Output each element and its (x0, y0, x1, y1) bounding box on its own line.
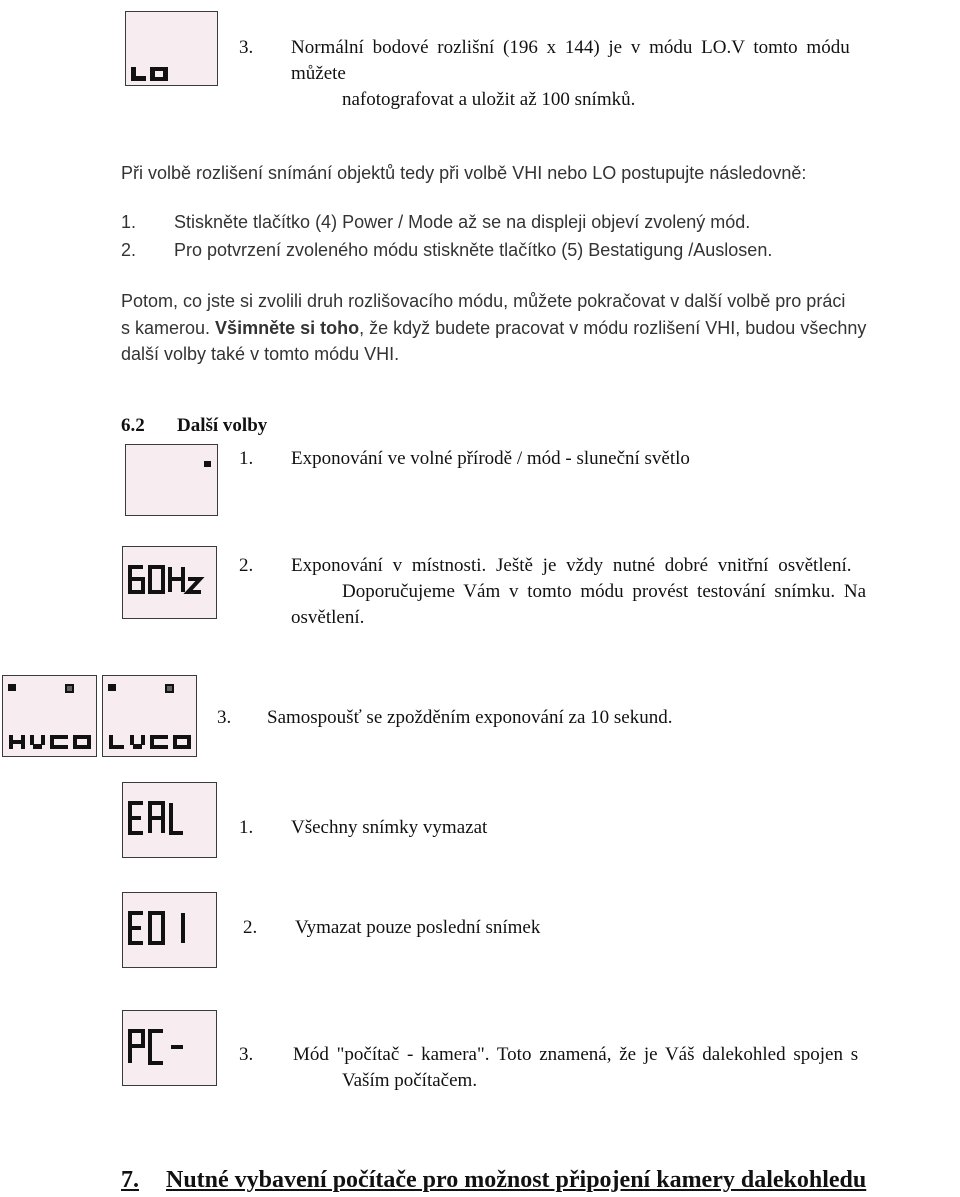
lcd-sun-display (125, 444, 218, 516)
lcd-60hz-segments (123, 547, 215, 617)
lcd-eal-segments (123, 783, 215, 856)
option-2-line1: Exponování v místnosti. Ještě je vždy nutné dobré vnitřní osvětlení. (291, 555, 852, 576)
lcd-e01-segments (123, 893, 215, 966)
delete-1-text: Všechny snímky vymazat (291, 817, 488, 838)
paragraph-line2-a: s kamerou. (121, 318, 216, 338)
lcd-hvc-display (2, 675, 97, 757)
delete-2-number: 2. (243, 917, 258, 938)
step-2-number: 2. (121, 240, 137, 260)
section-7-title: Nutné vybavení počítače pro možnost připojení kamery dalekohledu (166, 1167, 867, 1193)
section-6-2-number: 6.2 (121, 415, 145, 436)
lcd-lvc-segments (103, 676, 195, 755)
option-2-line3: osvětlení. (291, 607, 365, 628)
lcd-sun-dot (204, 461, 211, 467)
mode3-line1: Normální bodové rozlišní (196 x 144) je v módu LO.V tomto módu (291, 37, 850, 58)
section-7-number: 7. (121, 1167, 139, 1193)
lcd-lo-segments (126, 12, 216, 84)
lcd-e01-display (122, 892, 217, 968)
step-1-text: Stiskněte tlačítko (4) Power / Mode až se na displeji objeví zvolený mód. (174, 212, 751, 232)
paragraph-line2 (121, 319, 866, 337)
lcd-lo-display (125, 11, 218, 86)
option-2-line2: Doporučujeme Vám v tomto módu provést testování snímku. Na (342, 581, 866, 602)
lcd-pc-display (122, 1010, 217, 1086)
step-1-number: 1. (121, 212, 137, 232)
paragraph-line2-c: , že když budete pracovat v módu rozlišení VHI, budou všechny (359, 318, 867, 338)
lcd-pc-segments (123, 1011, 215, 1084)
mode3-line2: můžete (291, 63, 346, 84)
option-2-number: 2. (239, 555, 254, 576)
delete-1-number: 1. (239, 817, 254, 838)
delete-2-text: Vymazat pouze poslední snímek (295, 917, 541, 938)
option-3-text: Samospoušť se zpožděním exponování za 10 sekund. (267, 707, 673, 728)
mode3-line3: nafotografovat a uložit až 100 snímků. (342, 89, 636, 110)
option-1-text: Exponování ve volné přírodě / mód - sluneční světlo (291, 448, 690, 469)
delete-3-line2: Vaším počítačem. (342, 1070, 478, 1091)
lcd-60hz-display (122, 546, 217, 619)
option-1-number: 1. (239, 448, 254, 469)
paragraph-line3: další volby také v tomto módu VHI. (121, 344, 400, 364)
section-6-2-title: Další volby (177, 415, 268, 436)
lcd-eal-display (122, 782, 217, 858)
paragraph-line2-bold: Všimněte si toho (215, 318, 360, 338)
delete-3-number: 3. (239, 1044, 254, 1065)
step-2-text: Pro potvrzení zvoleného módu stiskněte tlačítko (5) Bestatigung /Auslosen. (174, 240, 773, 260)
mode3-number: 3. (239, 37, 254, 58)
paragraph-line1: Potom, co jste si zvolili druh rozlišovacího módu, můžete pokračovat v další volbě pro práci (121, 291, 846, 311)
delete-3-line1: Mód "počítač - kamera". Toto znamená, že je Váš dalekohled spojen s (293, 1044, 859, 1065)
lcd-lvc-display (102, 675, 197, 757)
intro-text: Při volbě rozlišení snímání objektů tedy při volbě VHI nebo LO postupujte následovně: (121, 163, 807, 183)
lcd-hvc-segments (3, 676, 95, 755)
option-3-number: 3. (217, 707, 232, 728)
